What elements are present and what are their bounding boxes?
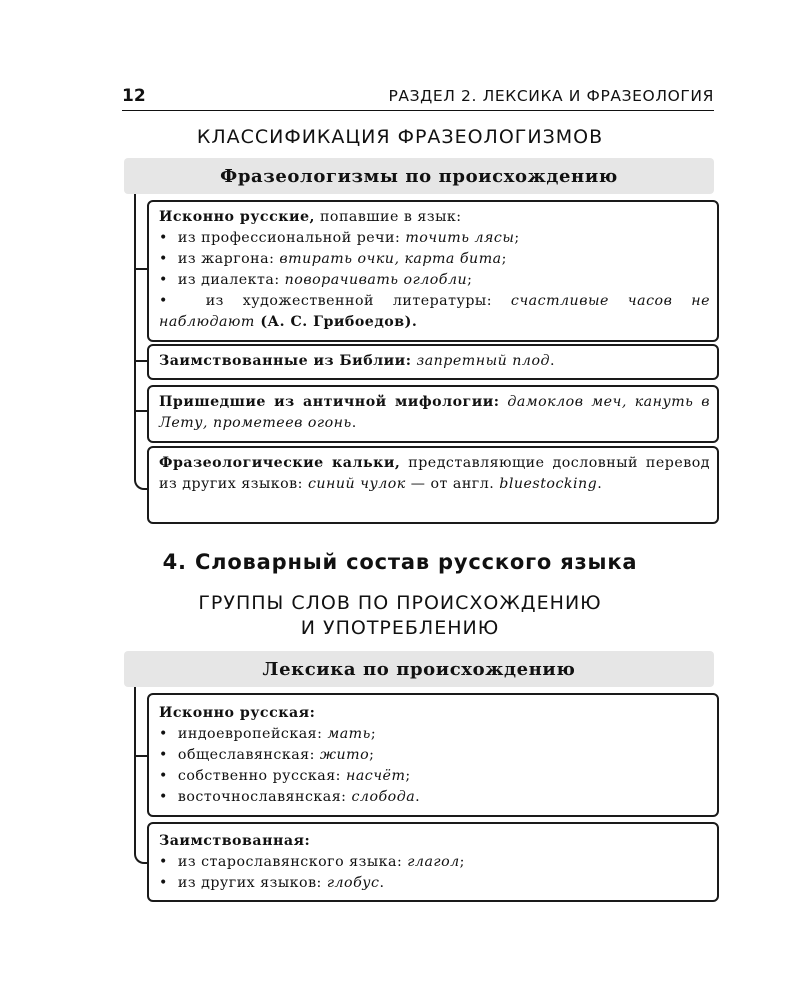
native-russian-lexicon-box xyxy=(147,693,719,817)
bible-example: запретный плод xyxy=(416,353,550,369)
list-item xyxy=(159,249,710,270)
item-example: жито xyxy=(319,747,370,763)
mythology-box xyxy=(147,385,719,443)
item-end: ; xyxy=(514,230,520,246)
list-item xyxy=(159,228,710,249)
calques-example-english: bluestocking xyxy=(499,476,598,492)
bullet-icon: • xyxy=(159,230,168,246)
bullet-icon: • xyxy=(159,854,168,870)
calques-example: синий чулок xyxy=(307,476,406,492)
item-end: ; xyxy=(501,251,507,267)
item-end: ; xyxy=(369,747,375,763)
item-example: глагол xyxy=(407,854,460,870)
item-label: из профессиональной речи: xyxy=(177,230,406,246)
running-head xyxy=(122,84,714,111)
bullet-icon: • xyxy=(159,875,168,891)
calques-end: . xyxy=(597,476,603,492)
bible-end: . xyxy=(550,353,556,369)
list-item xyxy=(159,724,710,745)
item-example: мать xyxy=(327,726,371,742)
item-example: глобус xyxy=(326,875,380,891)
list-item xyxy=(159,745,710,766)
bullet-icon: • xyxy=(159,747,168,763)
native-russian-lead-rest: попавшие в язык: xyxy=(314,209,462,225)
item-end: ; xyxy=(467,272,473,288)
bullet-icon: • xyxy=(159,251,168,267)
item-source: (А. С. Грибоедов). xyxy=(254,314,418,330)
item-example: слобода xyxy=(351,789,416,805)
list-item xyxy=(159,291,710,333)
calques-box xyxy=(147,446,719,524)
item-label: из старославянского языка: xyxy=(177,854,408,870)
list-item xyxy=(159,852,710,873)
list-item xyxy=(159,270,710,291)
native-lexicon-title: Исконно русская: xyxy=(159,705,316,721)
vocabulary-subtitle-line1: ГРУППЫ СЛОВ ПО ПРОИСХОЖДЕНИЮ xyxy=(198,592,602,614)
item-example: поворачивать оглобли xyxy=(284,272,468,288)
item-label: из других языков: xyxy=(177,875,327,891)
bullet-icon: • xyxy=(159,272,168,288)
item-example: втирать очки, карта бита xyxy=(279,251,502,267)
bullet-icon: • xyxy=(159,768,168,784)
calques-mid: — от англ. xyxy=(405,476,500,492)
borrowed-lexicon-box xyxy=(147,822,719,902)
phraseology-origin-bar-label: Фразеологизмы по происхождению xyxy=(220,165,618,187)
section-title: РАЗДЕЛ 2. ЛЕКСИКА И ФРАЗЕОЛОГИЯ xyxy=(388,87,714,105)
item-example: насчёт xyxy=(345,768,406,784)
list-item xyxy=(159,873,710,894)
item-end: ; xyxy=(370,726,377,742)
item-label: из художественной литературы: xyxy=(205,293,511,309)
item-label: восточнославянская: xyxy=(177,789,352,805)
list-item xyxy=(159,787,710,808)
list-item xyxy=(159,766,710,787)
calques-text: представляющие дословный перевод из других языков: xyxy=(159,455,710,492)
item-end: . xyxy=(379,875,385,891)
bible-borrowed-box xyxy=(147,344,719,380)
bible-label: Заимствованные из Библии: xyxy=(159,353,412,369)
item-example: точить лясы xyxy=(405,230,515,246)
page-number: 12 xyxy=(122,86,146,106)
calques-label: Фразеологические кальки, xyxy=(159,455,401,471)
bullet-icon: • xyxy=(159,789,168,805)
item-end: ; xyxy=(459,854,465,870)
mythology-label: Пришедшие из античной мифологии: xyxy=(159,394,500,410)
item-label: индоевропейская: xyxy=(177,726,328,742)
bullet-icon: • xyxy=(159,726,168,742)
lexicon-origin-bar xyxy=(124,651,714,687)
mythology-end: . xyxy=(351,415,357,431)
phraseology-origin-bar xyxy=(124,158,714,194)
mythology-example: дамоклов меч, кануть в Лету, прометеев огонь xyxy=(159,394,710,431)
item-label: из жаргона: xyxy=(177,251,280,267)
item-end: ; xyxy=(405,768,411,784)
item-example: счастливые часов не наблюдают xyxy=(159,293,710,330)
lexicon-origin-bar-label: Лексика по происхождению xyxy=(262,658,576,680)
item-label: собственно русская: xyxy=(177,768,346,784)
bullet-icon: • xyxy=(159,293,168,309)
item-end: . xyxy=(415,789,421,805)
borrowed-lexicon-title: Заимствованная: xyxy=(159,833,311,849)
chapter-title: 4. Словарный состав русского языка xyxy=(162,550,638,574)
classification-title: КЛАССИФИКАЦИЯ ФРАЗЕОЛОГИЗМОВ xyxy=(196,126,604,148)
item-label: из диалекта: xyxy=(177,272,285,288)
native-russian-box xyxy=(147,200,719,342)
vocabulary-subtitle-line2: И УПОТРЕБЛЕНИЮ xyxy=(300,617,500,639)
native-russian-lead: Исконно русские, xyxy=(159,209,315,225)
item-label: общеславянская: xyxy=(177,747,320,763)
